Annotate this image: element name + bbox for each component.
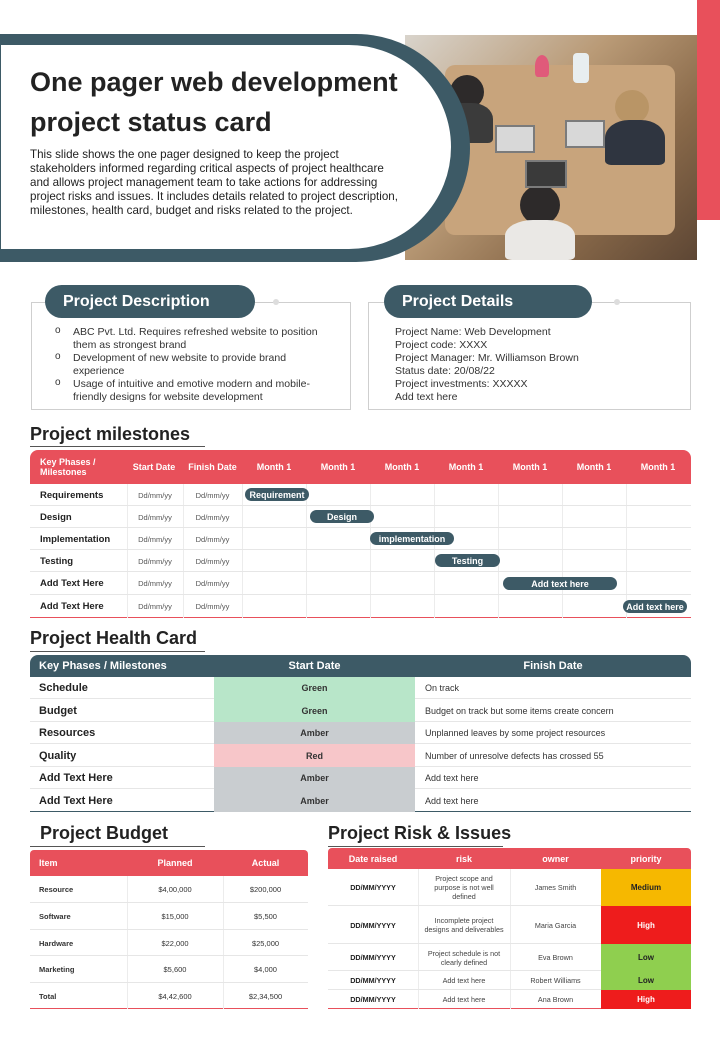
budget-actual: $25,000 bbox=[251, 938, 280, 948]
health-label: Schedule bbox=[39, 682, 88, 694]
health-row bbox=[30, 789, 691, 812]
milestones-col-month: Month 1 bbox=[576, 462, 612, 472]
risk-owner: Ana Brown bbox=[537, 995, 574, 1004]
risk-header bbox=[328, 848, 691, 869]
details-line: Project investments: XXXXX bbox=[395, 378, 528, 390]
milestones-col-month: Month 1 bbox=[448, 462, 484, 472]
milestones-col-phase: Key Phases / Milestones bbox=[40, 457, 96, 477]
budget-item: Software bbox=[39, 912, 71, 921]
budget-col-planned: Planned bbox=[157, 858, 193, 868]
description-item: o Development of new website to provide brand experience bbox=[55, 352, 335, 377]
details-line: Status date: 20/08/22 bbox=[395, 365, 495, 377]
details-list bbox=[395, 326, 685, 404]
milestone-row bbox=[30, 484, 691, 506]
risk-priority: Low bbox=[601, 971, 691, 990]
health-status: Amber bbox=[214, 767, 415, 789]
risk-col-owner: owner bbox=[542, 853, 569, 864]
budget-planned: $4,00,000 bbox=[158, 885, 192, 894]
risk-row bbox=[328, 971, 691, 990]
milestone-finish: Dd/mm/yy bbox=[195, 602, 230, 611]
health-label: Budget bbox=[39, 704, 77, 717]
milestone-phase: Design bbox=[40, 511, 72, 523]
health-note: Number of unresolve defects has crossed 55 bbox=[425, 750, 604, 761]
health-title: Project Health Card bbox=[30, 628, 198, 648]
risk-body bbox=[328, 869, 691, 1009]
milestones-header bbox=[30, 450, 691, 484]
budget-col-actual: Actual bbox=[251, 858, 280, 868]
budget-header bbox=[30, 850, 308, 876]
description-heading: Project Description bbox=[45, 285, 255, 318]
health-note: Budget on track but some items create concern bbox=[425, 705, 614, 716]
budget-col-item: Item bbox=[39, 858, 58, 868]
milestone-phase: Testing bbox=[40, 555, 74, 567]
health-note: Add text here bbox=[425, 773, 479, 783]
milestone-finish: Dd/mm/yy bbox=[195, 490, 230, 500]
health-label: Quality bbox=[39, 749, 77, 762]
milestone-row bbox=[30, 528, 691, 550]
milestone-phase: Add Text Here bbox=[40, 601, 104, 612]
milestone-finish: Dd/mm/yy bbox=[195, 534, 230, 544]
page-title: One pager web development project status card bbox=[30, 67, 398, 137]
milestone-start: Dd/mm/yy bbox=[138, 556, 172, 566]
health-row bbox=[30, 744, 691, 767]
details-line: Add text here bbox=[395, 391, 458, 403]
milestone-bar: implementation bbox=[370, 532, 454, 545]
budget-planned: $4,42,600 bbox=[158, 991, 192, 1001]
risk-owner: Maria Garcia bbox=[534, 920, 577, 930]
risk-owner: Robert Williams bbox=[530, 976, 581, 985]
risk-owner: James Smith bbox=[534, 883, 577, 892]
health-status: Green bbox=[214, 677, 415, 699]
health-header bbox=[30, 655, 691, 677]
milestones-col-month: Month 1 bbox=[640, 462, 676, 472]
risk-text: Project schedule is not clearly defined bbox=[427, 948, 501, 967]
milestones-col-start: Start Date bbox=[132, 462, 176, 472]
budget-actual: $2,34,500 bbox=[248, 991, 283, 1001]
milestone-start: Dd/mm/yy bbox=[138, 602, 172, 611]
budget-row bbox=[30, 930, 308, 956]
health-row bbox=[30, 699, 691, 722]
budget-item: Total bbox=[39, 991, 57, 1001]
budget-actual: $5,500 bbox=[254, 912, 277, 921]
risk-row bbox=[328, 869, 691, 906]
milestone-row bbox=[30, 572, 691, 595]
budget-row bbox=[30, 983, 308, 1009]
health-status: Amber bbox=[214, 789, 415, 812]
milestones-col-finish: Finish Date bbox=[188, 462, 237, 472]
budget-planned: $22,000 bbox=[161, 938, 189, 948]
description-item: o Usage of intuitive and emotive modern and mobile-friendly designs for website development bbox=[55, 378, 335, 403]
milestone-phase: Implementation bbox=[40, 533, 111, 545]
risk-text: Incomplete project designs and deliverables bbox=[424, 916, 504, 934]
risk-row bbox=[328, 906, 691, 944]
risk-text: Add text here bbox=[442, 976, 486, 985]
milestone-bar: Requirement bbox=[245, 488, 309, 501]
description-list bbox=[55, 326, 335, 404]
milestone-start: Dd/mm/yy bbox=[138, 579, 172, 588]
risk-text: Add text here bbox=[442, 995, 486, 1004]
budget-planned: $15,000 bbox=[161, 912, 189, 921]
risk-date: DD/MM/YYYY bbox=[350, 920, 396, 930]
health-col-start: Start Date bbox=[288, 660, 341, 672]
details-line: Project Name: Web Development bbox=[395, 326, 551, 338]
milestone-finish: Dd/mm/yy bbox=[195, 512, 230, 522]
health-note: Add text here bbox=[425, 795, 479, 806]
milestone-row bbox=[30, 595, 691, 618]
budget-row bbox=[30, 876, 308, 903]
budget-body bbox=[30, 876, 308, 1009]
risk-text: Project scope and purpose is not well defined bbox=[434, 874, 494, 901]
budget-item: Marketing bbox=[39, 965, 75, 974]
risk-owner: Eva Brown bbox=[538, 953, 573, 962]
risk-priority: High bbox=[601, 990, 691, 1009]
risk-date: DD/MM/YYYY bbox=[350, 883, 396, 892]
details-line: Project code: XXXX bbox=[395, 339, 488, 351]
milestone-bar: Add text here bbox=[623, 600, 687, 613]
risk-priority: High bbox=[601, 906, 691, 944]
milestone-phase: Add Text Here bbox=[40, 578, 104, 589]
budget-actual: $200,000 bbox=[249, 885, 282, 894]
milestone-start: Dd/mm/yy bbox=[138, 490, 172, 500]
milestones-body bbox=[30, 484, 691, 618]
health-row bbox=[30, 767, 691, 789]
milestone-finish: Dd/mm/yy bbox=[195, 579, 230, 588]
milestones-col-month: Month 1 bbox=[256, 462, 292, 472]
milestone-bar: Testing bbox=[435, 554, 500, 567]
milestones-title: Project milestones bbox=[30, 424, 191, 444]
milestone-start: Dd/mm/yy bbox=[138, 534, 172, 544]
health-row bbox=[30, 677, 691, 699]
milestone-start: Dd/mm/yy bbox=[138, 512, 172, 522]
risk-priority: Medium bbox=[601, 869, 691, 906]
budget-title: Project Budget bbox=[40, 823, 169, 843]
risk-col-risk: risk bbox=[455, 853, 472, 864]
milestone-finish: Dd/mm/yy bbox=[195, 556, 230, 566]
budget-item: Hardware bbox=[39, 938, 74, 948]
health-col-finish: Finish Date bbox=[523, 660, 583, 672]
budget-planned: $5,600 bbox=[163, 965, 187, 974]
risk-priority: Low bbox=[601, 944, 691, 971]
health-label: Add Text Here bbox=[39, 794, 113, 807]
intro-text: This slide shows the one pager designed to keep the project stakeholders informed regarding critical aspects of project healthcare and allows project management team to take actions for addressing project risks and issues. It includes details related to project description, milestones, health card, budget and risks related to the project. bbox=[30, 148, 398, 217]
details-line: Project Manager: Mr. Williamson Brown bbox=[395, 352, 579, 364]
risk-row bbox=[328, 944, 691, 971]
details-heading: Project Details bbox=[384, 285, 592, 318]
health-status: Red bbox=[214, 744, 415, 767]
milestones-col-month: Month 1 bbox=[512, 462, 548, 472]
risk-title: Project Risk & Issues bbox=[328, 823, 512, 843]
health-body bbox=[30, 677, 691, 812]
risk-row bbox=[328, 990, 691, 1009]
health-note: Unplanned leaves by some project resources bbox=[425, 728, 606, 738]
accent-bar bbox=[697, 0, 720, 220]
milestone-bar: Design bbox=[310, 510, 374, 523]
health-label: Add Text Here bbox=[39, 772, 113, 784]
description-item: o ABC Pvt. Ltd. Requires refreshed website to position them as strongest brand bbox=[55, 326, 335, 351]
milestone-row bbox=[30, 506, 691, 528]
milestones-col-month: Month 1 bbox=[384, 462, 420, 472]
budget-actual: $4,000 bbox=[254, 965, 277, 974]
milestone-phase: Requirements bbox=[40, 489, 104, 501]
health-status: Amber bbox=[214, 722, 415, 744]
risk-col-date: Date raised bbox=[348, 853, 398, 864]
risk-date: DD/MM/YYYY bbox=[350, 953, 396, 962]
risk-col-priority: priority bbox=[630, 853, 662, 864]
budget-item: Resource bbox=[39, 885, 74, 894]
milestones-col-month: Month 1 bbox=[320, 462, 356, 472]
budget-row bbox=[30, 903, 308, 930]
health-status: Green bbox=[214, 699, 415, 722]
milestone-row bbox=[30, 550, 691, 572]
health-col-phase: Key Phases / Milestones bbox=[39, 660, 167, 672]
health-label: Resources bbox=[39, 727, 96, 739]
budget-row bbox=[30, 956, 308, 983]
health-row bbox=[30, 722, 691, 744]
risk-date: DD/MM/YYYY bbox=[350, 995, 396, 1004]
health-note: On track bbox=[425, 683, 460, 693]
milestone-bar: Add text here bbox=[503, 577, 617, 590]
risk-date: DD/MM/YYYY bbox=[350, 976, 396, 985]
